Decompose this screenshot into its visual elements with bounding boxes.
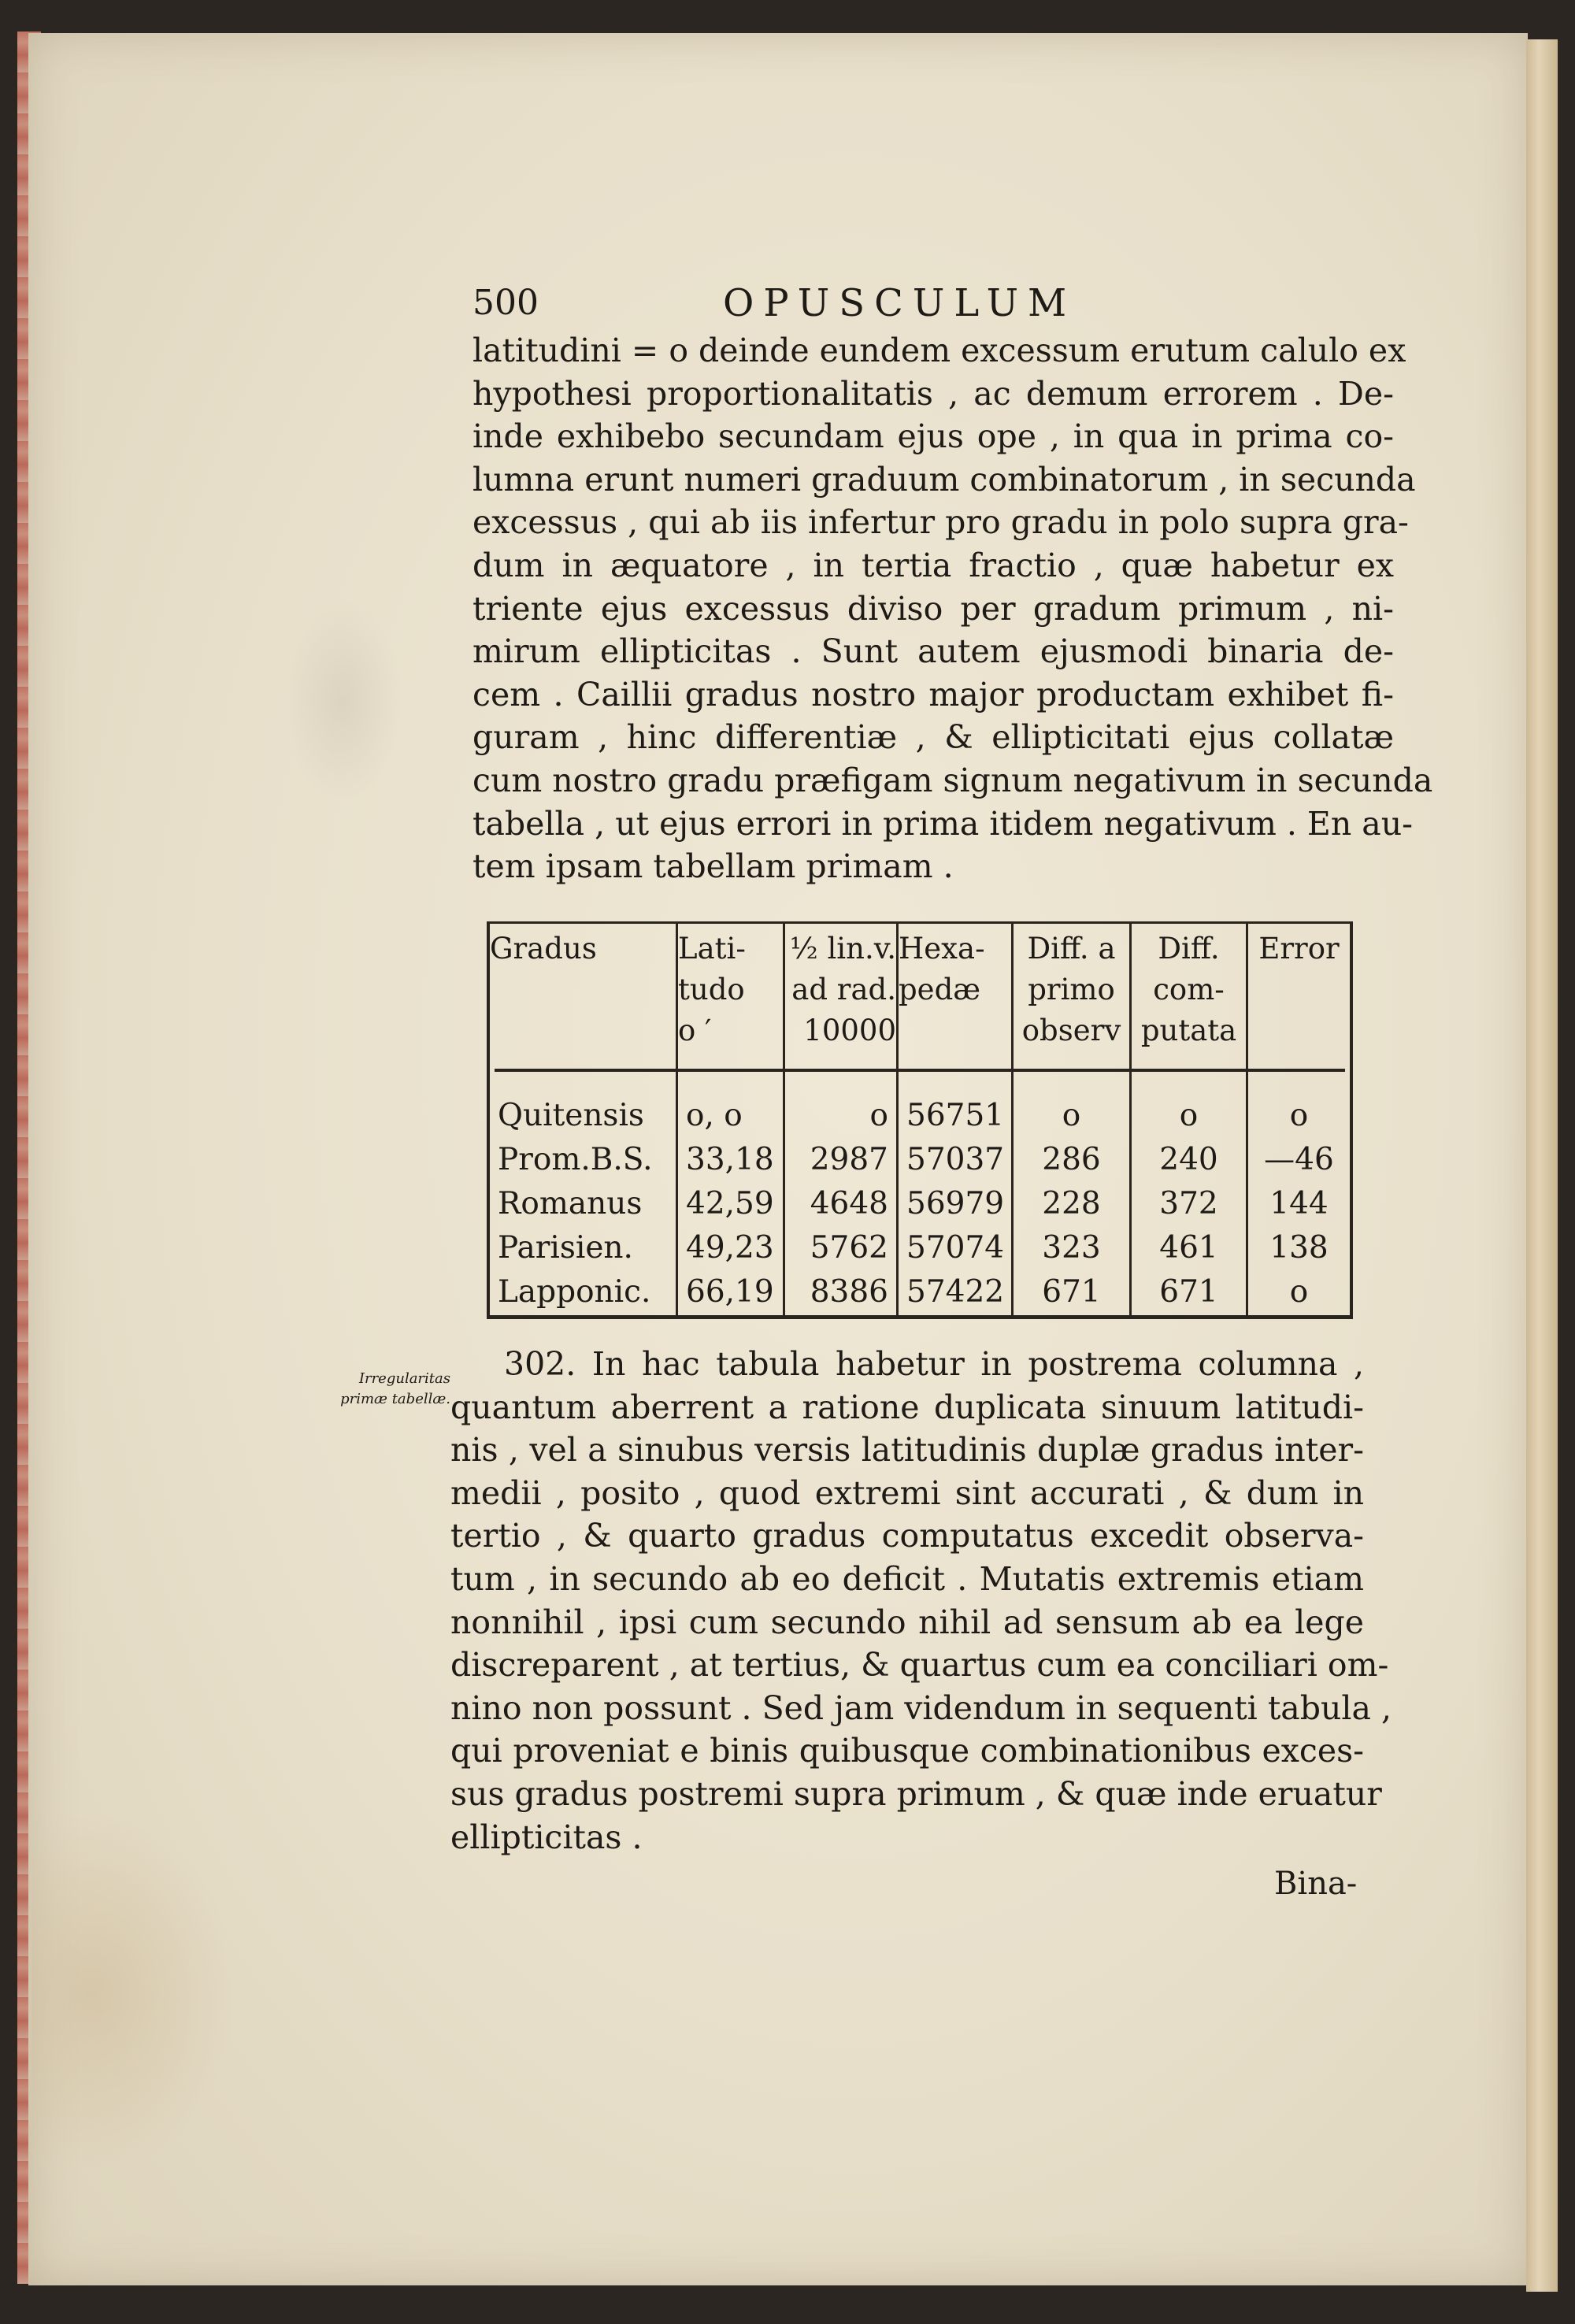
column-values bbox=[785, 1094, 896, 1314]
paragraph-302 bbox=[450, 1343, 1392, 1859]
marginal-note bbox=[282, 1369, 450, 1410]
catchword: Bina- bbox=[1274, 1866, 1358, 1902]
table-cell: 144 bbox=[1269, 1186, 1329, 1221]
table-cell: Parisien. bbox=[498, 1230, 633, 1266]
paper-stain bbox=[32, 1811, 236, 2174]
table-header-rule bbox=[495, 1069, 1345, 1072]
text-line: medii , posito , quod extremi sint accurati , & dum in bbox=[450, 1473, 1364, 1512]
table-cell: Prom.B.S. bbox=[498, 1142, 653, 1177]
page-number: 500 bbox=[472, 283, 539, 323]
table-cell: 671 bbox=[1159, 1274, 1218, 1310]
table-cell: o bbox=[1289, 1274, 1309, 1310]
text-line: tum , in secundo ab eo deficit . Mutatis extremis etiam bbox=[450, 1559, 1364, 1598]
table-cell: 286 bbox=[1042, 1142, 1101, 1177]
table-cell: o bbox=[869, 1098, 888, 1133]
table-cell: o bbox=[1289, 1098, 1309, 1133]
column-header: ½ lin.v. ad rad. 10000 bbox=[789, 932, 896, 1047]
text-line: nis , vel a sinubus versis latitudinis duplæ gradus inter- bbox=[450, 1431, 1364, 1470]
table-cell: 5762 bbox=[810, 1230, 888, 1266]
table-column-gradus bbox=[490, 924, 676, 1315]
column-header: Hexa- pedæ bbox=[899, 932, 985, 1006]
text-line: nino non possunt . Sed jam videndum in sequenti tabula , bbox=[450, 1688, 1392, 1727]
marginal-note-line: primæ tabellæ. bbox=[340, 1391, 450, 1407]
table-column-diff-observed bbox=[1011, 924, 1129, 1315]
table-cell: 138 bbox=[1269, 1230, 1329, 1266]
page-header bbox=[472, 277, 1402, 329]
table-column-error bbox=[1246, 924, 1350, 1315]
table-cell: 49,23 bbox=[686, 1230, 774, 1266]
table-cell: 56979 bbox=[906, 1186, 1005, 1221]
table-column-diff-computed bbox=[1129, 924, 1246, 1315]
table-cell: 323 bbox=[1042, 1230, 1101, 1266]
text-line: lumna erunt numeri graduum combinatorum , in secunda bbox=[472, 460, 1416, 499]
text-line: triente ejus excessus diviso per gradum primum , ni- bbox=[472, 589, 1394, 628]
marginal-note-line: Irregularitas bbox=[358, 1370, 450, 1387]
text-line: dum in æquatore , in tertia fractio , quæ habetur ex bbox=[472, 546, 1394, 584]
degrees-table bbox=[487, 921, 1353, 1319]
column-values bbox=[1132, 1094, 1246, 1314]
table-cell: o, o bbox=[686, 1098, 743, 1133]
column-values bbox=[490, 1094, 676, 1314]
table-cell: 372 bbox=[1159, 1186, 1218, 1221]
column-values bbox=[678, 1094, 783, 1314]
text-line: inde exhibebo secundam ejus ope , in qua in prima co- bbox=[472, 417, 1394, 456]
table-cell: 57074 bbox=[906, 1230, 1005, 1266]
text-line: tabella , ut ejus errori in prima itidem negativum . En au- bbox=[472, 804, 1414, 843]
table-cell: 33,18 bbox=[686, 1142, 774, 1177]
text-line: latitudini = o deinde eundem excessum erutum calulo ex bbox=[472, 332, 1406, 369]
column-values bbox=[1014, 1094, 1129, 1314]
table-cell: Quitensis bbox=[498, 1098, 644, 1133]
table-cell: —46 bbox=[1264, 1142, 1334, 1177]
table-cell: Lapponic. bbox=[498, 1274, 651, 1310]
text-line: cem . Caillii gradus nostro major productam exhibet fi- bbox=[472, 675, 1394, 714]
text-line: nonnihil , ipsi cum secundo nihil ad sensum ab ea lege bbox=[450, 1603, 1364, 1641]
column-header: Diff. a primo observ bbox=[1021, 932, 1121, 1047]
column-header: Lati- tudo o ′ bbox=[678, 932, 746, 1047]
table-column-hexapedae bbox=[896, 924, 1011, 1315]
column-header: Gradus bbox=[490, 932, 597, 966]
text-line: 302. In hac tabula habetur in postrema columna , bbox=[504, 1345, 1364, 1383]
table-cell: 57037 bbox=[906, 1142, 1005, 1177]
table-cell: 461 bbox=[1159, 1230, 1218, 1266]
table-cell: 4648 bbox=[810, 1186, 888, 1221]
table-cell: 228 bbox=[1042, 1186, 1101, 1221]
ink-bleed-through bbox=[284, 599, 402, 803]
running-title: OPUSCULUM bbox=[723, 281, 1077, 325]
table-cell: 240 bbox=[1159, 1142, 1218, 1177]
column-values bbox=[1248, 1094, 1350, 1314]
column-header: Diff. com- putata bbox=[1140, 932, 1237, 1047]
table-cell: Romanus bbox=[498, 1186, 643, 1221]
table-cell: o bbox=[1062, 1098, 1081, 1133]
table-cell: 56751 bbox=[906, 1098, 1005, 1133]
text-line: tem ipsam tabellam primam . bbox=[472, 847, 954, 886]
table-cell: 8386 bbox=[810, 1274, 888, 1310]
text-line: excessus , qui ab iis infertur pro gradu in polo supra gra- bbox=[472, 503, 1409, 542]
table-cell: 42,59 bbox=[686, 1186, 774, 1221]
text-line: sus gradus postremi supra primum , & quæ inde eruatur bbox=[450, 1774, 1382, 1813]
text-line: qui proveniat e binis quibusque combinationibus exces- bbox=[450, 1732, 1364, 1770]
table-cell: 66,19 bbox=[686, 1274, 774, 1310]
text-line: guram , hinc differentiæ , & ellipticitati ejus collatæ bbox=[472, 718, 1394, 757]
column-header: Error bbox=[1258, 932, 1340, 966]
text-line: mirum ellipticitas . Sunt autem ejusmodi binaria de- bbox=[472, 632, 1394, 671]
text-line: hypothesi proportionalitatis , ac demum errorem . De- bbox=[472, 374, 1394, 413]
table-column-latitudo bbox=[676, 924, 783, 1315]
paragraph-intro bbox=[472, 329, 1433, 888]
table-cell: 2987 bbox=[810, 1142, 888, 1177]
column-values bbox=[899, 1094, 1011, 1314]
text-line: cum nostro gradu præfigam signum negativum in secunda bbox=[472, 761, 1433, 799]
text-line: tertio , & quarto gradus computatus excedit observa- bbox=[450, 1517, 1364, 1555]
text-line: discreparent , at tertius, & quartus cum ea conciliari om- bbox=[450, 1646, 1389, 1685]
table-column-half-sine bbox=[783, 924, 896, 1315]
table-cell: o bbox=[1179, 1098, 1199, 1133]
text-line: ellipticitas . bbox=[450, 1818, 643, 1856]
table-cell: 671 bbox=[1042, 1274, 1101, 1310]
facing-page-edge bbox=[1526, 39, 1558, 2292]
table-cell: 57422 bbox=[906, 1274, 1005, 1310]
text-line: quantum aberrent a ratione duplicata sinuum latitudi- bbox=[450, 1388, 1364, 1426]
